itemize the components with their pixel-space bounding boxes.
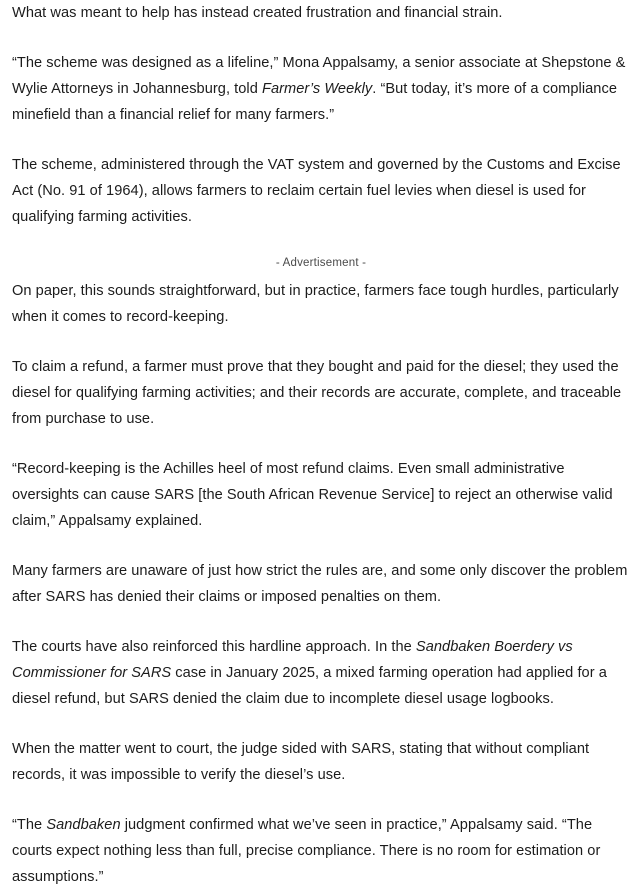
paragraph-10: “The Sandbaken judgment confirmed what we’ve seen in practice,” Appalsamy said. “The courts expect nothing less than full, precise compliance. There is no room for estimation or assumptions.” [12, 817, 601, 885]
paragraph-7: Many farmers are unaware of just how strict the rules are, and some only discover the problem after SARS has denied their claims or imposed penalties on them. [12, 563, 628, 605]
paragraph-4: On paper, this sounds straightforward, but in practice, farmers face tough hurdles, particularly when it comes to record-keeping. [12, 283, 619, 325]
paragraph-2: “The scheme was designed as a lifeline,” Mona Appalsamy, a senior associate at Shepstone & Wylie Attorneys in Johannesburg, told Farmer’s Weekly. “But today, it’s more of a compliance minefield than a financial relief for many farmers.” [12, 55, 626, 123]
paragraph-5: To claim a refund, a farmer must prove that they bought and paid for the diesel; they used the diesel for qualifying farming activities; and their records are accurate, complete, and traceable from purchase to use. [12, 359, 622, 427]
paragraph-8: The courts have also reinforced this hardline approach. In the Sandbaken Boerdery vs Commissioner for SARS case in January 2025, a mixed farming operation had applied for a diesel refund, but SARS denied the claim due to incomplete diesel usage logbooks. [12, 639, 607, 707]
paragraph-1: What was meant to help has instead created frustration and financial strain. [12, 5, 503, 21]
paragraph-9: When the matter went to court, the judge sided with SARS, stating that without compliant records, it was impossible to verify the diesel’s use. [12, 741, 590, 783]
advertisement-label: - Advertisement - [275, 257, 367, 269]
paragraph-6: “Record-keeping is the Achilles heel of most refund claims. Even small administrative oversights can cause SARS [the South African Revenue Service] to reject an otherwise valid claim,” Appalsamy explained. [12, 461, 613, 529]
paragraph-3: The scheme, administered through the VAT system and governed by the Customs and Excise Act (No. 91 of 1964), allows farmers to reclaim certain fuel levies when diesel is used for qualifying farming activities. [12, 157, 621, 225]
